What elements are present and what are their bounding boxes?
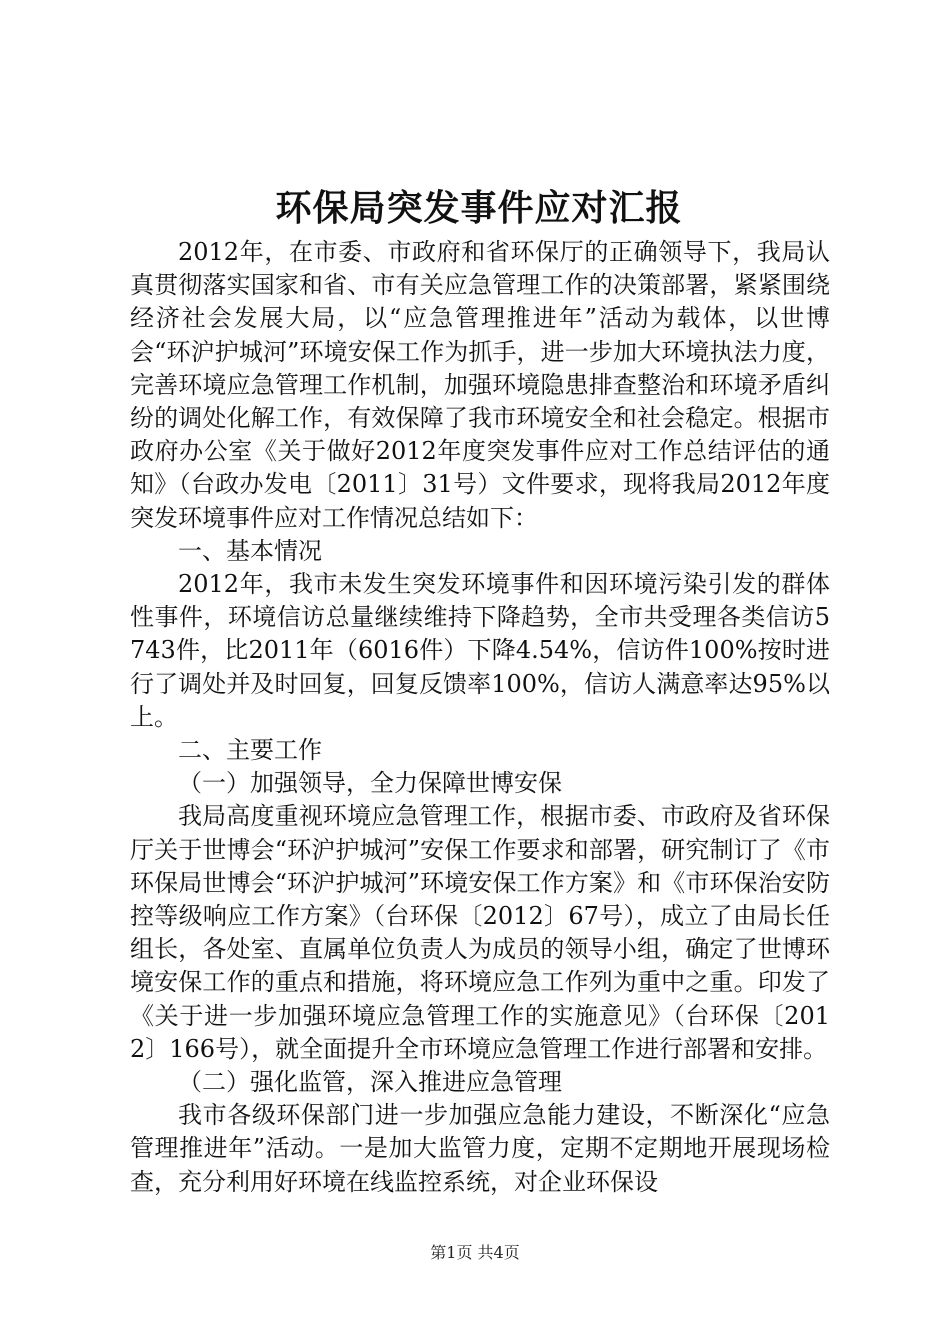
section-heading-basic: 一、基本情况 [178, 536, 322, 565]
document-title: 环保局突发事件应对汇报 [275, 187, 683, 229]
subsection-heading-supervision: （二）强化监管，深入推进应急管理 [178, 1068, 562, 1097]
document-page [130, 180, 830, 1199]
page-footer: 第1页 共4页 [430, 1243, 520, 1262]
section-heading-main-work: 二、主要工作 [178, 736, 322, 765]
supervision-paragraph: 我市各级环保部门进一步加强应急能力建设，不断深化“应急管理推进年”活动。一是加大监管力度，定期不定期地开展现场检查，充分利用好环境在线监控系统，对企业环保设 [130, 1101, 830, 1196]
subsection-heading-leadership: （一）加强领导，全力保障世博安保 [178, 769, 562, 798]
document-body [130, 236, 830, 1199]
basic-situation-paragraph: 2012年，我市未发生突发环境事件和因环境污染引发的群体性事件，环境信访总量继续维持下降趋势，全市共受理各类信访5743件，比2011年（6016件）下降4.54%，信访件100%按时进行了调处并及时回复，回复反馈率100%，信访人满意率达95%以上。 [130, 570, 830, 731]
leadership-paragraph: 我局高度重视环境应急管理工作，根据市委、市政府及省环保厅关于世博会“环沪护城河”安保工作要求和部署，研究制订了《市环保局世博会“环沪护城河”环境安保工作方案》和《市环保治安防控等级响应工作方案》（台环保〔2012〕67号），成立了由局长任组长，各处室、直属单位负责人为成员的领导小组，确定了世博环境安保工作的重点和措施，将环境应急工作列为重中之重。印发了《关于进一步加强环境应急管理工作的实施意见》（台环保〔2012〕166号），就全面提升全市环境应急管理工作进行部署和安排。 [130, 802, 830, 1063]
intro-paragraph: 2012年，在市委、市政府和省环保厅的正确领导下，我局认真贯彻落实国家和省、市有关应急管理工作的决策部署，紧紧围绕经济社会发展大局，以“应急管理推进年”活动为载体，以世博会“环沪护城河”环境安保工作为抓手，进一步加大环境执法力度，完善环境应急管理工作机制，加强环境隐患排查整治和环境矛盾纠纷的调处化解工作，有效保障了我市环境安全和社会稳定。根据市政府办公室《关于做好2012年度突发事件应对工作总结评估的通知》（台政办发电〔2011〕31号）文件要求，现将我局2012年度突发环境事件应对工作情况总结如下： [130, 238, 830, 532]
